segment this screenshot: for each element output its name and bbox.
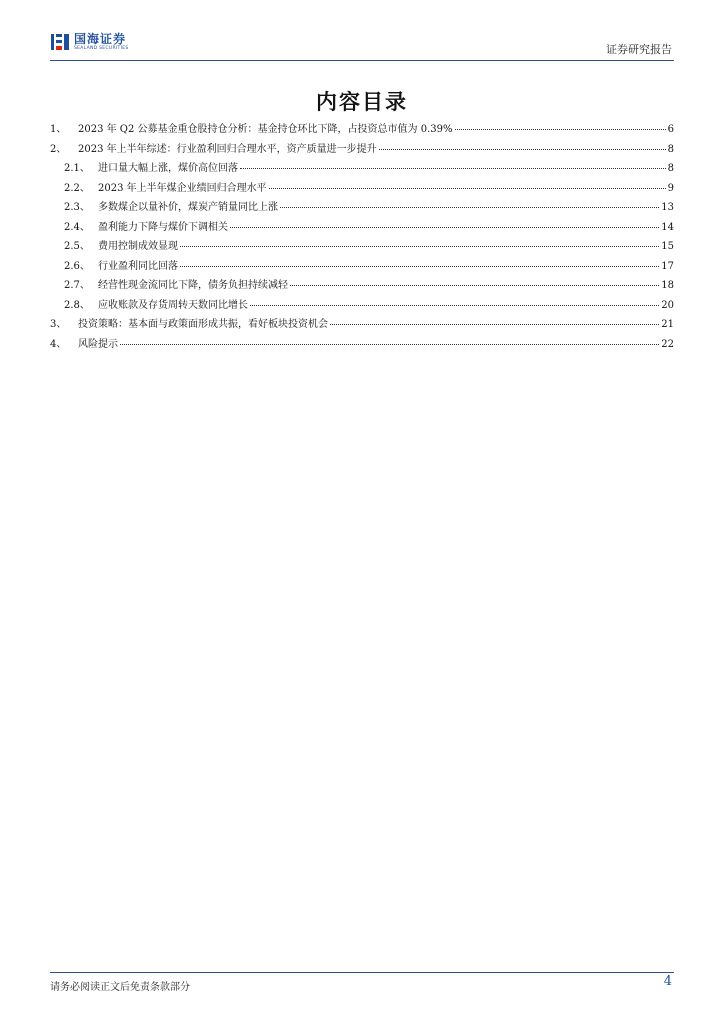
toc-entry-page[interactable]: 20 — [661, 299, 674, 311]
toc-entry[interactable] — [50, 183, 674, 203]
toc-leader-dots — [290, 285, 659, 286]
toc-entry[interactable] — [50, 280, 674, 300]
toc-entry[interactable] — [50, 202, 674, 222]
toc-entry-number: 2.1、 — [64, 163, 90, 174]
toc-entry-label[interactable]: 2023 年上半年综述：行业盈利回归合理水平，资产质量进一步提升 — [78, 143, 377, 155]
toc-leader-dots — [230, 227, 659, 228]
header-divider — [50, 60, 674, 61]
toc-entry-page[interactable]: 14 — [661, 221, 674, 233]
toc-entry[interactable] — [50, 163, 674, 183]
toc-entry[interactable] — [50, 241, 674, 261]
toc-entry[interactable] — [50, 124, 674, 144]
page-number: 4 — [663, 974, 672, 989]
toc-title: 内容目录 — [316, 90, 408, 114]
toc-entry-number: 2.8、 — [64, 299, 90, 311]
toc-entry-page[interactable]: 8 — [667, 163, 674, 174]
toc-leader-dots — [269, 188, 666, 189]
toc-leader-dots — [330, 324, 659, 325]
toc-entry[interactable] — [50, 319, 674, 339]
toc-entry-page[interactable]: 9 — [667, 182, 674, 194]
toc-entry-label[interactable]: 多数煤企以量补价，煤炭产销量同比上涨 — [98, 202, 278, 213]
sealand-logo-icon — [50, 32, 70, 52]
toc-entry[interactable] — [50, 144, 674, 164]
toc-entry-number: 3、 — [50, 319, 67, 330]
toc-entry[interactable] — [50, 339, 674, 359]
toc-entry[interactable] — [50, 300, 674, 320]
report-type-label: 证券研究报告 — [606, 43, 672, 56]
toc-leader-dots — [240, 168, 666, 169]
toc-entry-page[interactable]: 22 — [661, 338, 674, 350]
toc-entry-page[interactable]: 21 — [661, 319, 674, 330]
toc-entry-number: 4、 — [50, 338, 67, 350]
toc-entry[interactable] — [50, 261, 674, 281]
toc-entry-number: 2.5、 — [64, 241, 90, 252]
toc-entry-number: 2、 — [50, 143, 67, 155]
toc-entry-label[interactable]: 投资策略：基本面与政策面形成共振，看好板块投资机会 — [78, 319, 328, 330]
footer-divider — [50, 972, 674, 973]
toc-entry-page[interactable]: 18 — [661, 280, 674, 291]
toc-entry-label[interactable]: 行业盈利同比回落 — [98, 260, 178, 272]
toc-entry-label[interactable]: 2023 年上半年煤企业绩回归合理水平 — [98, 182, 267, 194]
toc-entry-label[interactable]: 应收账款及存货周转天数同比增长 — [98, 299, 248, 311]
toc-entry-number: 2.7、 — [64, 280, 90, 291]
toc-entry-label[interactable]: 进口量大幅上涨，煤价高位回落 — [98, 163, 238, 174]
toc-leader-dots — [180, 266, 659, 267]
toc-entry-label[interactable]: 经营性现金流同比下降，债务负担持续减轻 — [98, 280, 288, 291]
table-of-contents — [50, 124, 674, 358]
toc-entry-page[interactable]: 13 — [661, 202, 674, 213]
toc-leader-dots — [250, 305, 659, 306]
toc-entry-number: 2.4、 — [64, 221, 90, 233]
toc-leader-dots — [379, 149, 666, 150]
toc-entry-page[interactable]: 8 — [667, 143, 674, 155]
footer-disclaimer: 请务必阅读正文后免责条款部分 — [50, 982, 190, 993]
toc-leader-dots — [120, 344, 659, 345]
page-header — [50, 32, 674, 60]
toc-entry-label[interactable]: 费用控制成效显现 — [98, 241, 178, 252]
logo-text-en: SEALAND SECURITIES — [74, 45, 129, 51]
toc-entry-number: 2.2、 — [64, 182, 90, 194]
toc-entry-label[interactable]: 2023 年 Q2 公募基金重仓股持仓分析：基金持仓环比下降，占投资总市值为 0.39% — [78, 124, 453, 135]
toc-entry-page[interactable]: 15 — [661, 241, 674, 252]
toc-entry-number: 1、 — [50, 124, 67, 135]
toc-entry-label[interactable]: 盈利能力下降与煤价下调相关 — [98, 221, 228, 233]
logo-text-cn: 国海证券 — [74, 31, 127, 46]
toc-entry-number: 2.6、 — [64, 260, 90, 272]
toc-entry-page[interactable]: 6 — [667, 124, 674, 135]
toc-leader-dots — [180, 246, 659, 247]
toc-entry[interactable] — [50, 222, 674, 242]
toc-leader-dots — [280, 207, 659, 208]
toc-entry-label[interactable]: 风险提示 — [78, 338, 118, 350]
company-logo — [50, 32, 129, 52]
toc-leader-dots — [455, 129, 666, 130]
toc-entry-page[interactable]: 17 — [661, 260, 674, 272]
toc-entry-number: 2.3、 — [64, 202, 90, 213]
